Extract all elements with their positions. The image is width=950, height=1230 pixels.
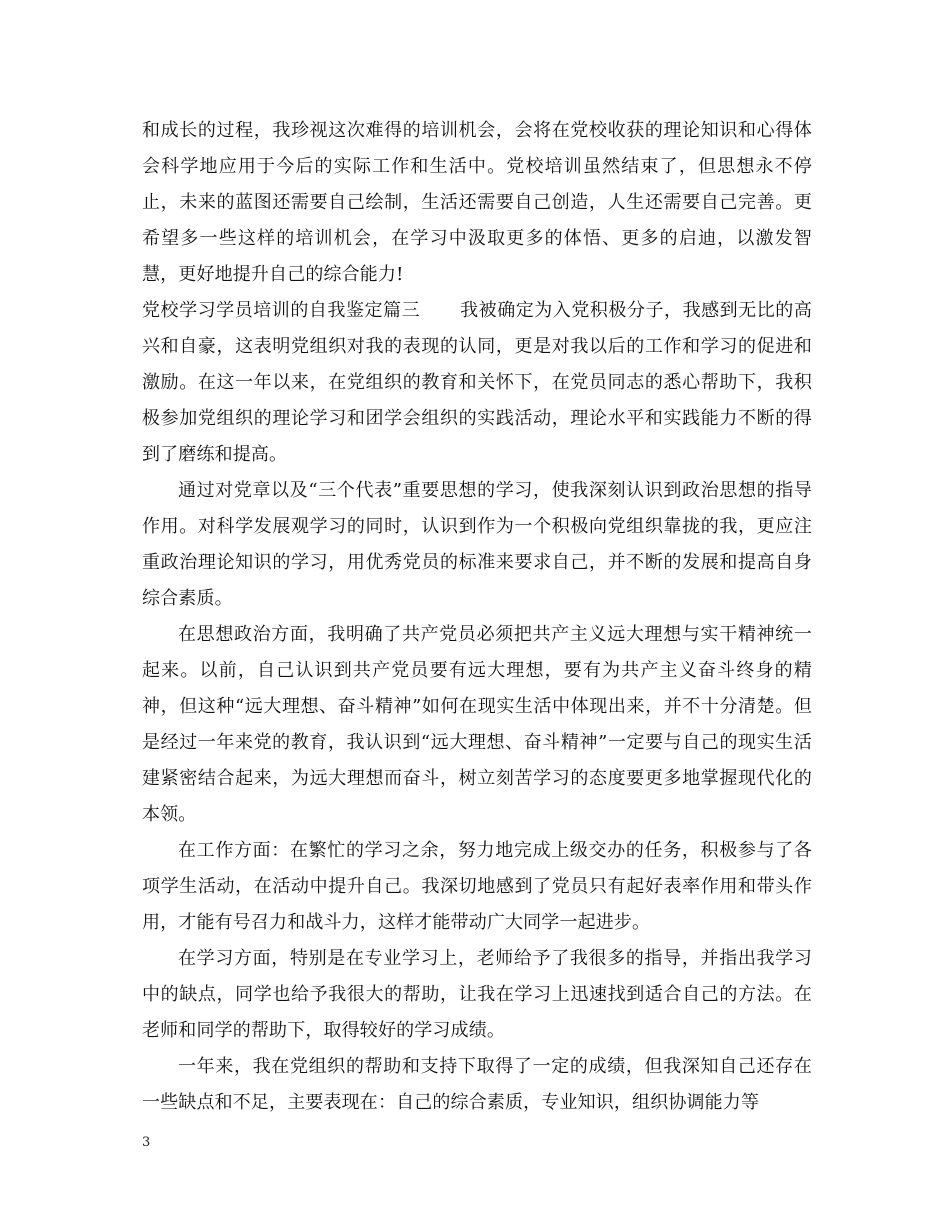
paragraph-political-thought <box>142 617 812 833</box>
paragraph-shortcomings <box>142 1049 812 1121</box>
paragraph-text: 一年来，我在党组织的帮助和支持下取得了一定的成绩，但我深知自己还存在一些缺点和不足，主要表现在：自己的综合素质，专业知识，组织协调能力等 <box>142 1056 812 1113</box>
paragraph-section-three <box>142 293 812 473</box>
paragraph-text: 在思想政治方面，我明确了共产党员必须把共产主义远大理想与实干精神统一起来。以前，自己认识到共产党员要有远大理想，要有为共产主义奋斗终身的精神，但这种“远大理想、奋斗精神”如何在现实生活中体现出来，并不十分清楚。但是经过一年来党的教育，我认识到“远大理想、奋斗精神”一定要与自己的现实生活建紧密结合起来，为远大理想而奋斗，树立刻苦学习的态度要更多地掌握现代化的本领。 <box>142 624 812 825</box>
paragraph-text: 在工作方面：在繁忙的学习之余，努力地完成上级交办的任务，积极参与了各项学生活动，在活动中提升自己。我深切地感到了党员只有起好表率作用和带头作用，才能有号召力和战斗力，这样才能带动广大同学一起进步。 <box>142 840 812 933</box>
paragraph-continuation <box>142 113 812 293</box>
paragraph-text: 通过对党章以及“三个代表”重要思想的学习，使我深刻认识到政治思想的指导作用。对科学发展观学习的同时，认识到作为一个积极向党组织靠拢的我，更应注重政治理论知识的学习，用优秀党员的标准来要求自己，并不断的发展和提高自身综合素质。 <box>142 480 812 609</box>
paragraph-text: 我被确定为入党积极分子，我感到无比的高兴和自豪，这表明党组织对我的表现的认同，更是对我以后的工作和学习的促进和激励。在这一年以来，在党组织的教育和关怀下，在党员同志的悉心帮助下，我积极参加党组织的理论学习和团学会组织的实践活动，理论水平和实践能力不断的得到了磨练和提高。 <box>142 300 812 465</box>
paragraph-party-constitution-study <box>142 473 812 617</box>
page-number: 3 <box>142 1135 151 1150</box>
paragraph-text: 和成长的过程，我珍视这次难得的培训机会，会将在党校收获的理论知识和心得体会科学地应用于今后的实际工作和生活中。党校培训虽然结束了，但思想永不停止，未来的蓝图还需要自己绘制，生活还需要自己创造，人生还需要自己完善。更希望多一些这样的培训机会，在学习中汲取更多的体悟、更多的启迪，以激发智慧，更好地提升自己的综合能力! <box>142 120 812 285</box>
paragraph-work <box>142 833 812 941</box>
section-title: 党校学习学员培训的自我鉴定篇三 <box>142 300 421 321</box>
document-body <box>142 113 812 1121</box>
paragraph-text: 在学习方面，特别是在专业学习上，老师给予了我很多的指导，并指出我学习中的缺点，同学也给予我很大的帮助，让我在学习上迅速找到适合自己的方法。在老师和同学的帮助下，取得较好的学习成绩。 <box>142 948 812 1041</box>
paragraph-study <box>142 941 812 1049</box>
